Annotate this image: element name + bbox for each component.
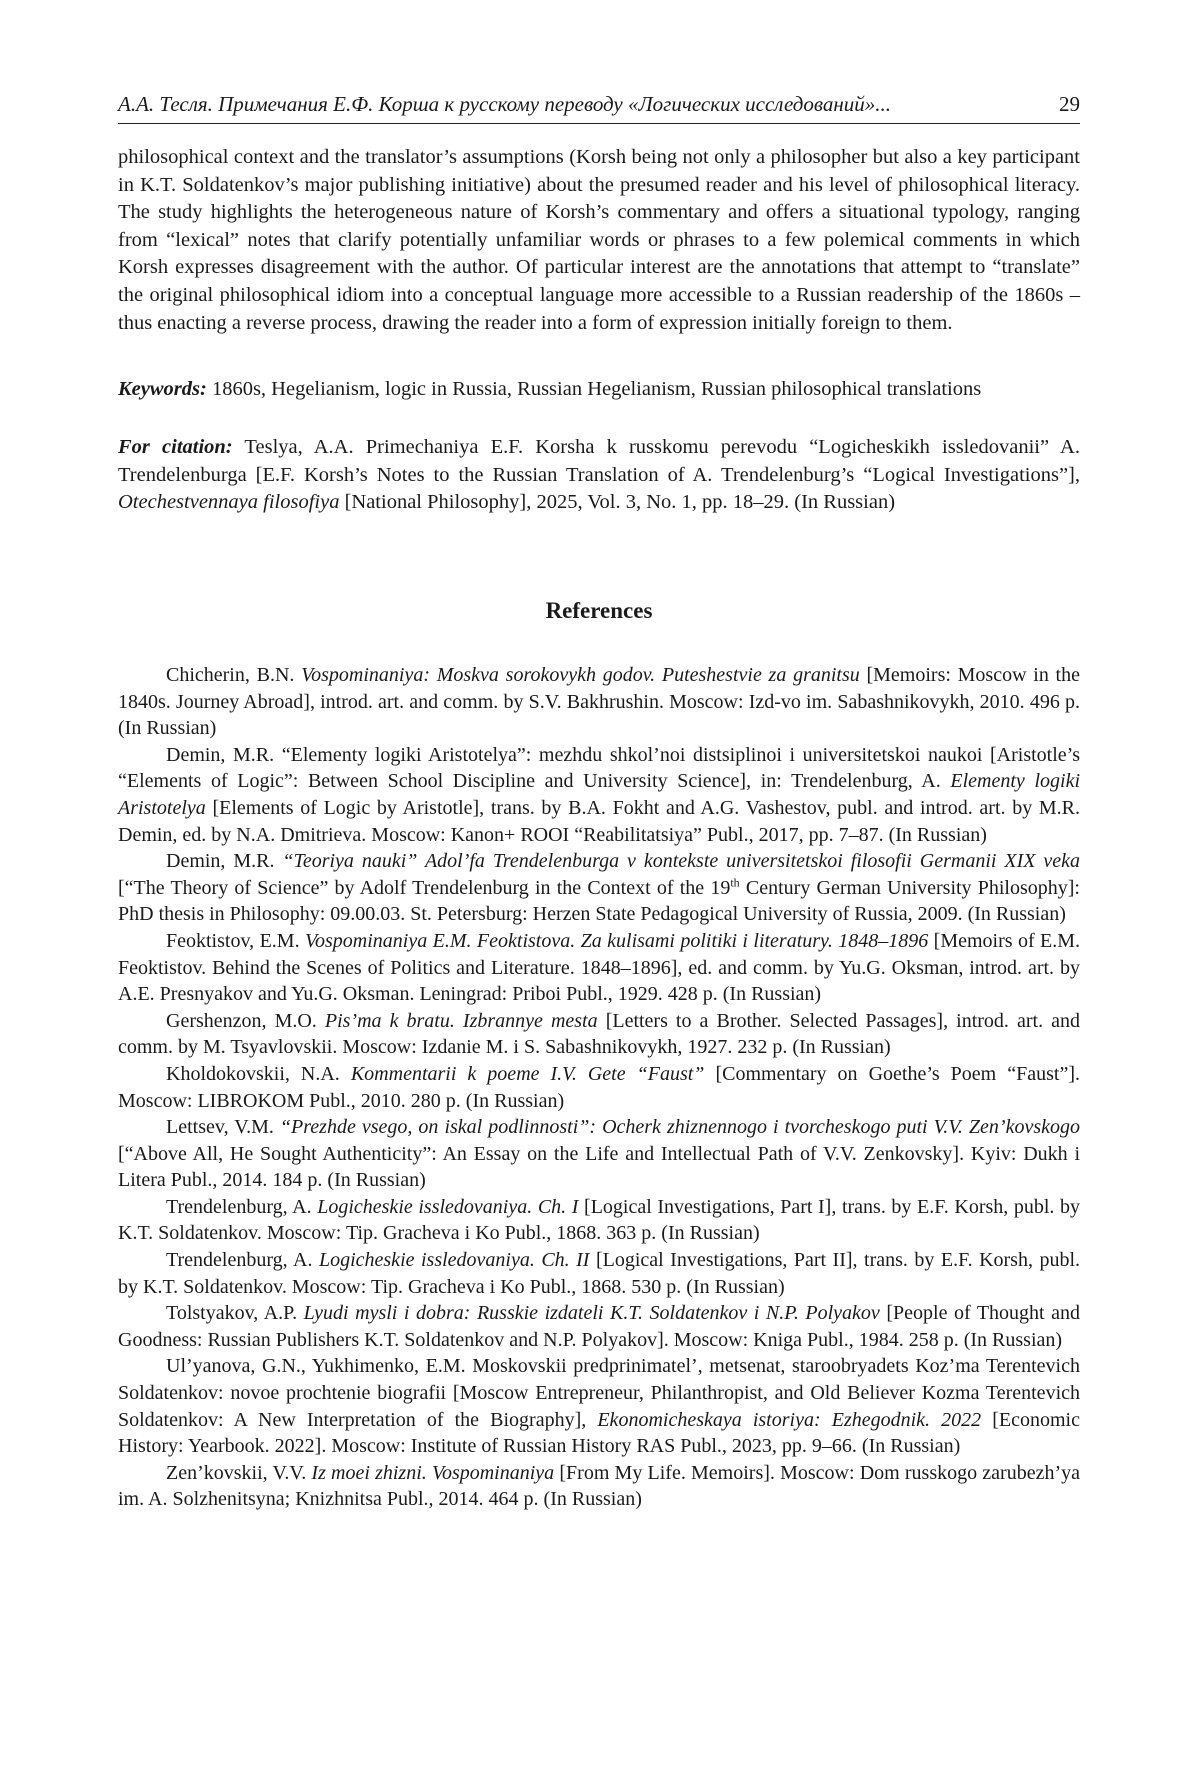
ref-details: [Logical Investigations, Part II], trans. by E.F. Korsh, publ. by K.T. Soldatenkov. Moscow: Tip. Gracheva i Ko Publ., 1868. 530 p. (In Russian) (118, 1249, 1080, 1298)
ref-title: Pis’ma k bratu. Izbrannye mesta (324, 1009, 598, 1032)
ref-title: Vospominaniya E.M. Feoktistova. Za kulisami politiki i literatury. 1848–1896 (305, 929, 929, 952)
ref-details: [Memoirs of E.M. Feoktistov. Behind the Scenes of Politics and Literature. 1848–1896], ed. and comm. by Yu.G. Oksman, introd. art. by A.E. Presnyakov and Yu.G. Oksman. Leningrad: Priboi Publ., 1929. 428 p. (In Russian) (118, 929, 1081, 1006)
ref-author: Gershenzon, M.O. (166, 1009, 317, 1032)
ref-title: Lyudi mysli i dobra: Russkie izdateli K.T. Soldatenkov i N.P. Polyakov (303, 1302, 880, 1325)
ref-details: [Commentary on Goethe’s Poem “Faust”]. Moscow: LIBROKOM Publ., 2010. 280 p. (In Russian) (118, 1062, 1081, 1112)
ref-author: Trendelenburg, A. (166, 1195, 312, 1218)
citation-journal: Otechestvennaya filosofiya (118, 491, 340, 514)
ref-author: Trendelenburg, A. (166, 1249, 313, 1272)
ref-author: Demin, M.R. (166, 850, 275, 873)
ref-title: Elementy logiki Aristotelya (118, 770, 1080, 819)
references-list (118, 662, 1080, 1513)
reference-item (118, 1008, 1080, 1061)
ref-details: [Logical Investigations, Part I], trans. by E.F. Korsh, publ. by K.T. Soldatenkov. Moscow: Tip. Gracheva i Ko Publ., 1868. 363 p. (In Russian) (118, 1195, 1081, 1245)
ref-author: Chicherin, B.N. (166, 664, 295, 686)
citation-part1: Teslya, A.A. Primechaniya E.F. Korsha k russkomu perevodu “Logicheskikh issledovanii” A. Trendelenburga [E.F. Korsh’s Notes to the Russian Translation of A. Trendelenburg’s “Logical Investigations”], (118, 436, 1080, 486)
ref-details: [“The Theory of Science” by Adolf Trendelenburg in the Context of the 19 (118, 876, 731, 899)
reference-item (118, 1247, 1080, 1300)
running-title: А.А. Тесля. Примечания Е.Ф. Корша к русскому переводу «Логических исследований»... (118, 92, 892, 116)
ref-details: [Elements of Logic by Aristotle], trans. by B.A. Fokht and A.G. Vashestov, publ. and introd. art. by M.R. Demin, ed. by N.A. Dmitrieva. Moscow: Kanon+ ROOI “Reabilitatsiya” Publ., 2017, pp. 7–87. (In Russian) (118, 796, 1081, 846)
ref-title: “Prezhde vsego, on iskal podlinnosti”: Ocherk zhiznennogo i tvorcheskogo puti V.V. Zen’kovskogo (279, 1116, 1081, 1139)
ref-title: Ekonomicheskaya istoriya: Ezhegodnik. 2022 (597, 1408, 982, 1431)
ref-author: Zen’kovskii, V.V. (166, 1461, 307, 1484)
ref-author: Feoktistov, E.M. (166, 929, 300, 952)
reference-item (118, 1061, 1080, 1114)
ref-author: Lettsev, V.M. (166, 1116, 274, 1139)
reference-item (118, 1353, 1080, 1459)
ref-details: [Letters to a Brother. Selected Passages], introd. art. and comm. by M. Tsyavlovskii. Moscow: Izdanie M. i S. Sabashnikovykh, 1927. 232 p. (In Russian) (118, 1009, 1081, 1059)
running-header (118, 92, 1080, 124)
keywords-label: Keywords: (118, 378, 207, 400)
reference-item (118, 1460, 1080, 1513)
ref-details: [Economic History: Yearbook. 2022]. Moscow: Institute of Russian History RAS Publ., 2023, pp. 9–66. (In Russian) (118, 1408, 1080, 1458)
ref-title: Kommentarii k poeme I.V. Gete “Faust” (350, 1062, 705, 1085)
ref-author: Ul’yanova, G.N., Yukhimenko, E.M. Moskovskii predprinimatel’, metsenat, staroobryadets Koz’ma Terentevich Soldatenkov: novoe prochtenie biografii [Moscow Entrepreneur, Philanthropist, and Old Believer Kozma Terentevich Soldatenkov: A New Interpretation of the Biography], (118, 1355, 1080, 1431)
ref-details-cont: Century German University Philosophy]: PhD thesis in Philosophy: 09.00.03. St. Petersburg: Herzen State Pedagogical University of Russia, 2009. (In Russian) (118, 876, 1080, 926)
reference-item (118, 848, 1080, 928)
citation-label: For citation: (118, 436, 233, 458)
ref-details: [People of Thought and Goodness: Russian Publishers K.T. Soldatenkov and N.P. Polyakov]. Moscow: Kniga Publ., 1984. 258 p. (In Russian) (118, 1302, 1081, 1351)
ref-author: Demin, M.R. “Elementy logiki Aristotelya”: mezhdu shkol’noi distsiplinoi i universitetskoi naukoi [Aristotle’s “Elements of Logic”: Between School Discipline and University Science], in: Trendelenburg, A. (118, 743, 1080, 793)
reference-item (118, 742, 1080, 848)
reference-item (118, 928, 1080, 1008)
ref-details: [Memoirs: Moscow in the 1840s. Journey Abroad], introd. art. and comm. by S.V. Bakhrushin. Moscow: Izd-vo im. Sabashnikovykh, 2010. 496 p. (In Russian) (118, 664, 1080, 740)
ref-superscript: th (730, 875, 740, 890)
ref-details: [“Above All, He Sought Authenticity”: An Essay on the Life and Intellectual Path of V.V. Zenkovsky]. Kyiv: Dukh i Litera Publ., 2014. 184 p. (In Russian) (118, 1142, 1080, 1192)
keywords-text: 1860s, Hegelianism, logic in Russia, Russian Hegelianism, Russian philosophical translations (211, 378, 982, 400)
ref-title: Logicheskie issledovaniya. Ch. II (318, 1249, 590, 1272)
ref-author: Tolstyakov, A.P. (166, 1302, 298, 1325)
ref-author: Kholdokovskii, N.A. (166, 1062, 340, 1085)
reference-item (118, 662, 1080, 742)
page-number: 29 (1059, 92, 1080, 116)
abstract-text: philosophical context and the translator’s assumptions (Korsh being not only a philosopher but also a key participant in K.T. Soldatenkov’s major publishing initiative) about the presumed reader and his level of philosophical literacy. The study highlights the heterogeneous nature of Korsh’s commentary and offers a situational typology, ranging from “lexical” notes that clarify potentially unfamiliar words or phrases to a few polemical comments in which Korsh expresses disagreement with the author. Of particular interest are the annotations that attempt to “translate” the original philosophical idiom into a conceptual language more accessible to a Russian readership of the 1860s – thus enacting a reverse process, drawing the reader into a form of expression initially foreign to them. (118, 146, 1080, 334)
ref-title: “Teoriya nauki” Adol’fa Trendelenburga v kontekste universitetskoi filosofii Germanii XIX veka (282, 850, 1080, 873)
keywords (118, 376, 1080, 404)
ref-title: Iz moei zhizni. Vospominaniya (311, 1461, 555, 1484)
reference-item (118, 1114, 1080, 1194)
citation-part2: [National Philosophy], 2025, Vol. 3, No. 1, pp. 18–29. (In Russian) (344, 491, 896, 514)
reference-item (118, 1194, 1080, 1247)
ref-details: [From My Life. Memoirs]. Moscow: Dom russkogo zarubezh’ya im. A. Solzhenitsyna; Knizhnitsa Publ., 2014. 464 p. (In Russian) (118, 1461, 1081, 1511)
reference-item (118, 1300, 1080, 1353)
citation (118, 434, 1080, 517)
ref-title: Vospominaniya: Moskva sorokovykh godov. Puteshestvie za granitsu (301, 664, 860, 686)
ref-title: Logicheskie issledovaniya. Ch. I (317, 1195, 579, 1218)
references-heading: References (545, 598, 653, 623)
